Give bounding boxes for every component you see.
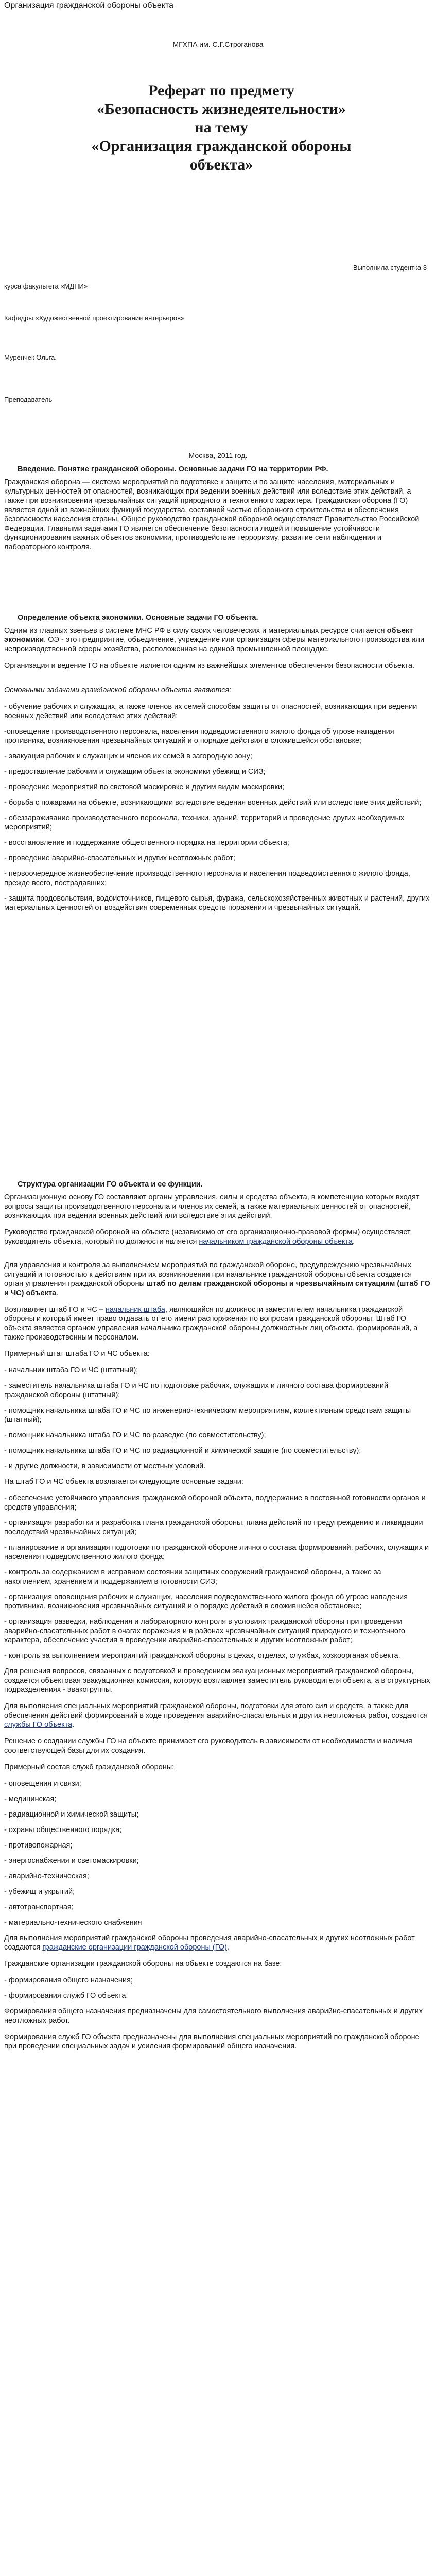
text: . [56, 1289, 59, 1297]
paragraph [4, 1261, 430, 1298]
course: курса факультета «МДПИ» [4, 282, 88, 290]
tasks-intro: Основными задачами гражданской обороны объекта являются: [4, 686, 232, 694]
paragraph [4, 1305, 430, 1342]
paragraph [4, 1702, 430, 1730]
paragraph: Гражданская оборона — система мероприятий по подготовке к защите и по защите населения, материальных и культурных ценностей от опасностей, возникающих при ведении военных действий или вследствие этих действий, а также при возникновении чрезвычайных ситуаций природного и техногенного характера. Гражданская оборона (ГО) является одной из важнейших функций государства, составной частью оборонного строительства и обеспечения безопасности населения страны. Общее руководство гражданской обороной осуществляет Правительство Российской Федерации. Главными задачами ГО является обеспечение безопасности людей и повышение устойчивости функционирования важных объектов экономики, противодействие терроризму, развитие сети наблюдения и лабораторного контроля. [4, 478, 420, 551]
list-item: - медицинская; [4, 1795, 57, 1803]
report-heading-line-2: «Безопасность жизнедеятельности» [97, 100, 346, 117]
list-item: - формирования общего назначения; [4, 1976, 133, 1985]
department: Кафедры «Художественной проектирование интерьеров» [4, 314, 185, 322]
tasks-list [4, 702, 430, 912]
paragraph: Формирования служб ГО объекта предназначены для выполнения специальных мероприятий по гражданской обороне при проведении специальных задач и усиления формирований общего назначения. [4, 2033, 420, 2050]
list-item: - помощник начальника штаба ГО и ЧС по инженерно-техническим мероприятиям, коллективным средствам защиты (штатный); [4, 1406, 411, 1424]
paragraph: Формирования общего назначения предназначены для самостоятельного выполнения аварийно-спасательных и других неотложных работ. [4, 2007, 423, 2025]
paragraph [4, 626, 430, 654]
text: Для выполнения мероприятий гражданской обороны проведения аварийно-спасательных и других неотложных работ создаются [4, 1934, 415, 1952]
list-item: - материально-технического снабжения [4, 1919, 142, 1927]
list-item: - противопожарная; [4, 1841, 73, 1850]
list-item: - проведение аварийно-спасательных и других неотложных работ; [4, 854, 235, 862]
teacher-label: Преподаватель [4, 396, 53, 403]
text: Одним из главных звеньев в системе МЧС РФ в силу своих человеческих и материальных ресурсе считается [4, 626, 387, 635]
paragraph: Организация и ведение ГО на объекте является одним из важнейшых элементов обеспечения безопасности объекта. [4, 662, 415, 670]
text: . [353, 1238, 355, 1246]
list-item: - защита продовольствия, водоисточников, пищевого сырья, фуража, сельскохозяйственных животных и растений, других материальных ценностей от воздействия современных средств поражения и чрезвычайных ситуаций. [4, 894, 430, 912]
section-number [4, 613, 18, 623]
text: , являющийся по должности заместителем начальника гражданской обороны и который имеет право отдавать от его имени распоряжения по вопросам гражданской обороны. Штаб ГО объекта является органом управления начальника гражданской обороны должностных лиц объекта, формирований, а также производственным персоналом. [4, 1306, 418, 1342]
list-item: - обучение рабочих и служащих, а также членов их семей способам защиты от опасностей, возникающих при ведении военных действий или вследствие этих действий; [4, 703, 417, 720]
list-item: - проведение мероприятий по световой маскировке и другим видам маскировки; [4, 783, 284, 791]
services-list [4, 1779, 430, 1927]
bold-text: штаб по делам гражданской обороны и чрезвычайным ситуациям (штаб ГО и ЧС) объекта [4, 1280, 430, 1297]
report-heading-line-4: «Организация гражданской обороны [91, 138, 352, 155]
link-services[interactable]: службы ГО объекта [4, 1721, 73, 1729]
section-object-definition [4, 613, 430, 919]
list-item: - организация разработки и разработка плана гражданской обороны, плана действий по предупреждению и ликвидации последствий чрезвычайных ситуаций; [4, 1519, 423, 1536]
report-heading-line-1: Реферат по предмету [148, 82, 294, 99]
paragraph: Для решения вопросов, связанных с подготовкой и проведением эвакуационных мероприятий гражданской обороны, создается объектовая эвакуационная комиссия, которую возглавляет заместитель руководителя объекта, а в структурных подразделениях - эвакогруппы. [4, 1667, 430, 1694]
paragraph [4, 1934, 430, 1952]
list-item: - охраны общественного порядка; [4, 1826, 122, 1834]
city-year: Москва, 2011 год. [188, 451, 248, 460]
list-item: - обеспечение устойчивого управления гражданской обороной объекта, поддержание в постоянной готовности органов и средств управления; [4, 1494, 426, 1512]
list-item: - первоочередное жизнеобеспечение производственного персонала и населения подведомственного жилого фонда, прежде всего, пострадавших; [4, 870, 410, 887]
bold-text: объект экономики [4, 626, 413, 644]
list-item: - и другие должности, в зависимости от местных условий. [4, 1462, 206, 1470]
list-item: - восстановление и поддержание общественного порядка на территории объекта; [4, 839, 289, 847]
list-item: - заместитель начальника штаба ГО и ЧС по подготовке рабочих, служащих и личного состава формирований гражданской обороны (штатный); [4, 1382, 389, 1399]
section-title: Определение объекта экономики. Основные задачи ГО объекта. [18, 614, 258, 622]
section-structure [4, 1180, 430, 2058]
section-heading [4, 1180, 430, 1190]
list-item: - борьба с пожарами на объекте, возникающими вследствие ведения военных действий или вследствие этих действий; [4, 799, 422, 807]
performed-by: Выполнила студентка 3 [353, 264, 427, 272]
paragraph [4, 1228, 430, 1246]
text: Для управления и контроля за выполнением мероприятий по гражданской обороне, предупреждению чрезвычайных ситуаций и готовностью к действиям при их возникновении при начальнике гражданской обороны объекта создается орган управления гражданской обороны [4, 1261, 412, 1288]
institution: МГХПА им. С.Г.Строганова [172, 40, 264, 48]
paragraph: Гражданские организации гражданской обороны на объекте создаются на базе: [4, 1960, 282, 1968]
student-name: Мурёнчек Ольга. [4, 353, 57, 361]
section-title: Структура организации ГО объекта и ее функции. [18, 1180, 203, 1189]
staff-list [4, 1366, 430, 1471]
list-item: - автотранспортная; [4, 1903, 74, 1911]
list-item: - помощник начальника штаба ГО и ЧС по разведке (по совместительству); [4, 1431, 266, 1439]
text: Руководство гражданской обороной на объекте (независимо от его организационно-правовой формы) осуществляет руководитель объекта, который по должности является [4, 1228, 411, 1246]
bases-list [4, 1976, 430, 2001]
list-item: -оповещение производственного персонала, населения подведомственного жилого фонда об угрозе нападения противника, возникновения чрезвычайных ситуаций и о порядке действия в сложившейся обстановке; [4, 727, 394, 745]
text: . [72, 1721, 75, 1729]
text: . [226, 1943, 229, 1952]
section-number [4, 465, 18, 474]
list-item: - предоставление рабочим и служащим объекта экономики убежищ и СИЗ; [4, 768, 266, 776]
list-item: - обеззараживание производственного персонала, техники, зданий, территорий и проведение других необходимых мероприятий; [4, 814, 405, 832]
section-heading [4, 613, 430, 623]
section-heading [4, 465, 430, 474]
list-item: - эвакуация рабочих и служащих и членов их семей в загородную зону; [4, 752, 252, 760]
list-item: - оповещения и связи; [4, 1780, 81, 1788]
link-gov-head[interactable]: начальником гражданской обороны объекта [199, 1238, 353, 1246]
link-civil-org[interactable]: гражданские организации гражданской обороны (ГО) [42, 1943, 227, 1952]
list-item: - контроль за выполнением мероприятий гражданской обороны в цехах, отделах, службах, хозкоорганах объекта. [4, 1652, 400, 1660]
text: . ОЭ - это предприятие, объединение, учреждение или организация сферы материального производства или непроизводственной сферы хозяйства, расположенная на единой промышленной площадке. [4, 636, 425, 653]
list-item: - организация разведки, наблюдения и лабораторного контроля в условиях гражданской обороны при проведении аварийно-спасательных работ в очагах поражения и в районах чрезвычайных ситуаций природного и техногенного характера, обеспечение участия в проведении аварийно-спасательных и других неотложных работ; [4, 1618, 405, 1645]
list-item: - помощник начальника штаба ГО и ЧС по радиационной и химической защите (по совместительству); [4, 1447, 361, 1455]
list-item: - планирование и организация подготовки по гражданской обороне личного состава формирований, рабочих, служащих и населения подведомственного жилого фонда; [4, 1544, 429, 1561]
staff-intro: Примерный штат штаба ГО и ЧС объекта: [4, 1350, 150, 1358]
report-heading-line-5: объекта» [189, 156, 253, 173]
paragraph: Организационную основу ГО составляют органы управления, силы и средства объекта, в компетенцию которых входят вопросы защиты производственного персонала и членов их семей, а также материальных ценностей от опасностей, возникающих при ведении военных действий или вследствие этих действий. [4, 1193, 420, 1220]
list-item: - формирования служб ГО объекта. [4, 1992, 128, 2000]
list-item: - энергоснабжения и светомаскировки; [4, 1857, 139, 1865]
text: Для выполнения специальных мероприятий гражданской обороны, подготовки для этого сил и средств, а также для обеспечения действий формирований в ходе проведения аварийно-спасательных и других неотложных работ, создаются [4, 1702, 428, 1720]
paragraph: Решение о создании службы ГО на объекте принимает его руководитель в зависимости от необходимости и наличия соответствующей базы для их создания. [4, 1737, 412, 1755]
list-item: - убежищ и укрытий; [4, 1888, 75, 1896]
list-item: - аварийно-техническая; [4, 1872, 89, 1880]
report-heading-line-3: на тему [195, 119, 248, 136]
functions-intro: На штаб ГО и ЧС объекта возлагается следующие основные задачи: [4, 1478, 243, 1486]
list-item: - организация оповещения рабочих и служащих, населения подведомственного жилого фонда об угрозе нападения противника, возникновения чрезвычайных ситуаций и о порядке действий в сложившейся обстановке; [4, 1593, 408, 1611]
section-introduction [4, 465, 430, 559]
text: Возглавляет штаб ГО и ЧС – [4, 1306, 106, 1314]
services-intro: Примерный состав служб гражданской обороны: [4, 1763, 175, 1771]
section-number [4, 1180, 18, 1190]
list-item: - радиационной и химической защиты; [4, 1810, 139, 1819]
document-title: Организация гражданской обороны объекта [4, 1, 174, 10]
link-head-of-staff[interactable]: начальник штаба [105, 1306, 165, 1314]
list-item: - начальник штаба ГО и ЧС (штатный); [4, 1366, 138, 1375]
list-item: - контроль за содержанием в исправном состоянии защитных сооружений гражданской обороны, а также за накоплением, хранением и поддержанием в готовности СИЗ; [4, 1568, 381, 1586]
section-title: Введение. Понятие гражданской обороны. Основные задачи ГО на территории РФ. [18, 465, 328, 473]
functions-list [4, 1494, 430, 1660]
